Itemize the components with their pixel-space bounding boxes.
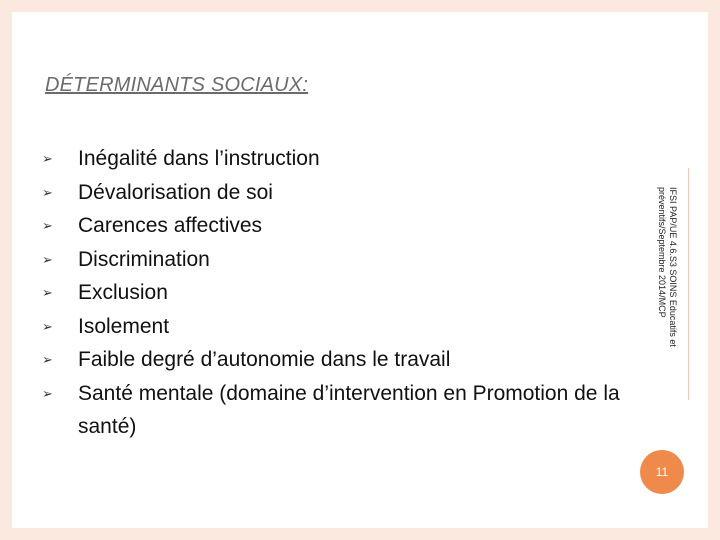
bullet-text: Discrimination xyxy=(78,247,210,271)
slide-title: DÉTERMINANTS SOCIAUX: xyxy=(45,74,309,96)
list-item xyxy=(42,142,642,176)
bullet-text: Santé mentale (domaine d’intervention en Promotion de la santé) xyxy=(78,381,620,438)
bullet-text: Inégalité dans l’instruction xyxy=(78,147,320,170)
page-number: 11 xyxy=(640,450,684,494)
list-item xyxy=(42,310,642,344)
arrow-bullet-icon: ➢ xyxy=(42,285,53,300)
bullet-list xyxy=(42,142,642,444)
bullet-text: Dévalorisation de soi xyxy=(78,180,273,204)
bullet-text: Carences affectives xyxy=(78,214,263,237)
arrow-bullet-icon: ➢ xyxy=(42,352,53,367)
bullet-text: Faible degré d’autonomie dans le travail xyxy=(78,348,451,371)
bullet-text: Exclusion xyxy=(78,281,168,304)
bullet-text: Isolement xyxy=(78,314,170,338)
arrow-bullet-icon: ➢ xyxy=(42,184,53,200)
arrow-bullet-icon: ➢ xyxy=(42,218,53,233)
slide xyxy=(12,12,708,528)
side-note xyxy=(648,187,678,377)
divider-line xyxy=(688,168,689,400)
arrow-bullet-icon: ➢ xyxy=(42,318,53,334)
list-item xyxy=(42,377,642,444)
list-item xyxy=(42,209,642,243)
list-item xyxy=(42,243,642,277)
list-item xyxy=(42,276,642,310)
arrow-bullet-icon: ➢ xyxy=(42,151,53,166)
arrow-bullet-icon: ➢ xyxy=(42,251,53,267)
arrow-bullet-icon: ➢ xyxy=(42,385,53,401)
list-item xyxy=(42,343,642,377)
list-item xyxy=(42,176,642,210)
side-note-text: IFSI PAP/UE 4.6.S3 SOINS Educatifs et préventifs/Septembre 2014/MCP xyxy=(657,187,678,347)
